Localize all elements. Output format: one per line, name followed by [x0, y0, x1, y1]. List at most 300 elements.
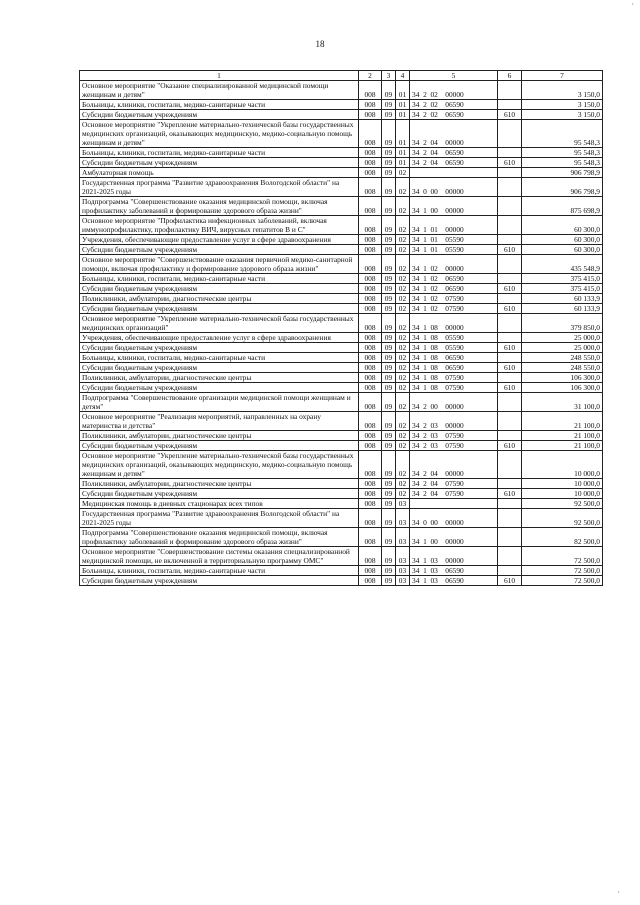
row-vr — [498, 168, 522, 178]
row-vr — [498, 393, 522, 412]
row-cs: 34 1 03 06590 — [410, 566, 498, 576]
row-rz: 09 — [382, 431, 396, 441]
row-name: Поликлиники, амбулатории, диагностические центры — [80, 479, 359, 489]
row-rz: 09 — [382, 168, 396, 178]
budget-table — [79, 70, 603, 586]
row-rz: 09 — [382, 216, 396, 235]
table-row — [80, 509, 603, 528]
row-vr — [498, 431, 522, 441]
row-name: Основное мероприятие "Укрепление материально-технической базы государственных медицинских организаций, оказывающих медицинскую, медико-социальную помощь женщинам и детям" — [80, 120, 359, 148]
row-sum: 82 500,0 — [522, 528, 603, 547]
row-name: Медицинская помощь в дневных стационарах всех типов — [80, 499, 359, 509]
corner-mark: · — [631, 0, 634, 9]
row-name: Основное мероприятие "Укрепление материально-технической базы государственных медицинских организаций" — [80, 314, 359, 333]
row-rz: 09 — [382, 576, 396, 586]
row-rz: 09 — [382, 158, 396, 168]
row-name: Субсидии бюджетным учреждениям — [80, 383, 359, 393]
row-pr: 02 — [396, 363, 410, 373]
row-pr: 01 — [396, 148, 410, 158]
row-pr: 02 — [396, 393, 410, 412]
row-pr: 03 — [396, 499, 410, 509]
row-rz: 09 — [382, 255, 396, 274]
row-pr: 02 — [396, 168, 410, 178]
row-gr: 008 — [359, 216, 382, 235]
row-gr: 008 — [359, 499, 382, 509]
row-vr: 610 — [498, 489, 522, 499]
row-sum: 906 798,9 — [522, 178, 603, 197]
row-cs: 34 2 03 00000 — [410, 412, 498, 431]
row-sum: 21 100,0 — [522, 412, 603, 431]
row-vr: 610 — [498, 441, 522, 451]
table-row — [80, 353, 603, 363]
row-cs: 34 2 02 00000 — [410, 81, 498, 100]
row-name: Государственная программа "Развитие здравоохранения Вологодской области" на 2021-2025 годы — [80, 178, 359, 197]
row-rz: 09 — [382, 304, 396, 314]
row-cs: 34 2 04 07590 — [410, 479, 498, 489]
row-vr: 610 — [498, 110, 522, 120]
header-cell-gr: 2 — [359, 71, 382, 81]
row-sum: 60 300,0 — [522, 216, 603, 235]
table-row — [80, 333, 603, 343]
row-name: Субсидии бюджетным учреждениям — [80, 576, 359, 586]
row-name: Субсидии бюджетным учреждениям — [80, 304, 359, 314]
row-gr: 008 — [359, 274, 382, 284]
table-row — [80, 393, 603, 412]
row-rz: 09 — [382, 489, 396, 499]
row-vr — [498, 509, 522, 528]
row-name: Основное мероприятие "Совершенствование системы оказания специализированной медицинской помощи, не включенной в территориальную программу ОМС" — [80, 547, 359, 566]
row-vr — [498, 294, 522, 304]
header-cell-sum: 7 — [522, 71, 603, 81]
header-cell-cs: 5 — [410, 71, 498, 81]
row-name: Подпрограмма "Совершенствование оказания медицинской помощи, включая профилактику заболеваний и формирование здорового образа жизни" — [80, 528, 359, 547]
row-name: Государственная программа "Развитие здравоохранения Вологодской области" на 2021-2025 годы — [80, 509, 359, 528]
row-rz: 09 — [382, 479, 396, 489]
row-rz: 09 — [382, 393, 396, 412]
row-sum: 3 150,0 — [522, 100, 603, 110]
row-pr: 03 — [396, 528, 410, 547]
row-name: Основное мероприятие "Реализация мероприятий, направленных на охрану материнства и детства" — [80, 412, 359, 431]
row-gr: 008 — [359, 383, 382, 393]
table-row — [80, 120, 603, 148]
row-rz: 09 — [382, 343, 396, 353]
row-sum: 72 500,0 — [522, 547, 603, 566]
row-name: Больницы, клиники, госпитали, медико-санитарные части — [80, 100, 359, 110]
row-vr — [498, 333, 522, 343]
row-pr: 02 — [396, 373, 410, 383]
header-cell-name: 1 — [80, 71, 359, 81]
row-sum: 435 548,9 — [522, 255, 603, 274]
row-name: Учреждения, обеспечивающие предоставление услуг в сфере здравоохранения — [80, 333, 359, 343]
row-sum: 10 000,0 — [522, 489, 603, 499]
row-name: Основное мероприятие "Профилактика инфекционных заболеваний, включая иммунопрофилактику, профилактику ВИЧ, вирусных гепатитов В и С" — [80, 216, 359, 235]
row-name: Субсидии бюджетным учреждениям — [80, 284, 359, 294]
row-sum: 3 150,0 — [522, 110, 603, 120]
row-sum: 21 100,0 — [522, 441, 603, 451]
row-vr — [498, 451, 522, 479]
row-rz: 09 — [382, 566, 396, 576]
row-rz: 09 — [382, 294, 396, 304]
row-cs: 34 1 08 00000 — [410, 314, 498, 333]
row-cs: 34 2 00 00000 — [410, 393, 498, 412]
row-cs: 34 1 02 07590 — [410, 294, 498, 304]
row-pr: 03 — [396, 576, 410, 586]
row-rz: 09 — [382, 509, 396, 528]
row-sum: 379 850,0 — [522, 314, 603, 333]
row-pr: 02 — [396, 333, 410, 343]
table-body — [80, 81, 603, 586]
row-name: Больницы, клиники, госпитали, медико-санитарные части — [80, 353, 359, 363]
row-gr: 008 — [359, 178, 382, 197]
row-name: Субсидии бюджетным учреждениям — [80, 363, 359, 373]
row-sum: 248 550,0 — [522, 363, 603, 373]
table-row — [80, 148, 603, 158]
row-sum: 95 548,3 — [522, 158, 603, 168]
row-sum: 906 798,9 — [522, 168, 603, 178]
row-rz: 09 — [382, 412, 396, 431]
row-gr: 008 — [359, 343, 382, 353]
row-name: Субсидии бюджетным учреждениям — [80, 441, 359, 451]
row-gr: 008 — [359, 314, 382, 333]
row-vr — [498, 274, 522, 284]
row-pr: 03 — [396, 547, 410, 566]
row-cs: 34 0 00 00000 — [410, 178, 498, 197]
table-row — [80, 100, 603, 110]
row-pr: 02 — [396, 314, 410, 333]
row-rz: 09 — [382, 197, 396, 216]
row-rz: 09 — [382, 353, 396, 363]
table-row — [80, 499, 603, 509]
table-row — [80, 547, 603, 566]
row-vr — [498, 547, 522, 566]
row-pr: 01 — [396, 110, 410, 120]
row-name: Поликлиники, амбулатории, диагностические центры — [80, 294, 359, 304]
row-vr: 610 — [498, 343, 522, 353]
row-sum: 25 000,0 — [522, 333, 603, 343]
row-pr: 02 — [396, 353, 410, 363]
bottom-mark: · — [617, 888, 620, 897]
row-name: Субсидии бюджетным учреждениям — [80, 158, 359, 168]
row-gr: 008 — [359, 245, 382, 255]
row-rz: 09 — [382, 363, 396, 373]
row-sum: 10 000,0 — [522, 451, 603, 479]
row-rz: 09 — [382, 547, 396, 566]
row-sum: 21 100,0 — [522, 431, 603, 441]
row-cs: 34 1 03 00000 — [410, 547, 498, 566]
row-cs — [410, 168, 498, 178]
row-cs: 34 1 02 00000 — [410, 255, 498, 274]
row-pr: 01 — [396, 120, 410, 148]
row-rz: 09 — [382, 333, 396, 343]
row-pr: 02 — [396, 245, 410, 255]
row-pr: 02 — [396, 431, 410, 441]
row-vr: 610 — [498, 158, 522, 168]
table-row — [80, 383, 603, 393]
row-rz: 09 — [382, 441, 396, 451]
row-rz: 09 — [382, 373, 396, 383]
row-vr — [498, 216, 522, 235]
row-rz: 09 — [382, 499, 396, 509]
row-cs: 34 1 08 06590 — [410, 353, 498, 363]
row-name: Субсидии бюджетным учреждениям — [80, 110, 359, 120]
row-sum: 95 548,3 — [522, 148, 603, 158]
row-vr — [498, 100, 522, 110]
row-name: Основное мероприятие "Укрепление материально-технической базы государственных медицинских организаций, оказывающих медицинскую, медико-социальную помощь женщинам и детям" — [80, 451, 359, 479]
row-gr: 008 — [359, 509, 382, 528]
row-gr: 008 — [359, 441, 382, 451]
row-cs: 34 2 04 07590 — [410, 489, 498, 499]
row-pr: 02 — [396, 412, 410, 431]
table-row — [80, 412, 603, 431]
row-name: Поликлиники, амбулатории, диагностические центры — [80, 431, 359, 441]
row-sum: 60 133,9 — [522, 304, 603, 314]
row-name: Подпрограмма "Совершенствование организации медицинской помощи женщинам и детям" — [80, 393, 359, 412]
row-pr: 02 — [396, 284, 410, 294]
table-row — [80, 451, 603, 479]
row-gr: 008 — [359, 479, 382, 489]
row-pr: 02 — [396, 255, 410, 274]
row-vr: 610 — [498, 363, 522, 373]
row-gr: 008 — [359, 235, 382, 245]
row-gr: 008 — [359, 110, 382, 120]
row-cs: 34 0 00 00000 — [410, 509, 498, 528]
row-cs: 34 2 04 00000 — [410, 120, 498, 148]
row-cs: 34 1 08 05590 — [410, 343, 498, 353]
row-rz: 09 — [382, 110, 396, 120]
row-pr: 02 — [396, 489, 410, 499]
row-cs: 34 1 01 05590 — [410, 245, 498, 255]
row-gr: 008 — [359, 120, 382, 148]
row-vr: 610 — [498, 304, 522, 314]
table-row — [80, 576, 603, 586]
row-gr: 008 — [359, 489, 382, 499]
row-pr: 02 — [396, 343, 410, 353]
table-row — [80, 255, 603, 274]
row-rz: 09 — [382, 81, 396, 100]
row-vr — [498, 566, 522, 576]
row-vr — [498, 528, 522, 547]
row-vr — [498, 81, 522, 100]
row-vr — [498, 499, 522, 509]
table-row — [80, 168, 603, 178]
row-vr — [498, 479, 522, 489]
row-cs: 34 1 08 07590 — [410, 383, 498, 393]
table-row — [80, 110, 603, 120]
row-rz: 09 — [382, 528, 396, 547]
row-sum: 25 000,0 — [522, 343, 603, 353]
row-pr: 03 — [396, 566, 410, 576]
row-pr: 01 — [396, 158, 410, 168]
row-gr: 008 — [359, 197, 382, 216]
row-gr: 008 — [359, 100, 382, 110]
header-cell-rz: 3 — [382, 71, 396, 81]
row-sum: 375 415,0 — [522, 284, 603, 294]
row-vr: 610 — [498, 383, 522, 393]
row-cs: 34 1 08 05590 — [410, 333, 498, 343]
table-row — [80, 373, 603, 383]
row-sum: 95 548,3 — [522, 120, 603, 148]
row-vr: 610 — [498, 576, 522, 586]
row-cs: 34 1 02 06590 — [410, 274, 498, 284]
row-sum: 72 500,0 — [522, 576, 603, 586]
row-sum: 375 415,0 — [522, 274, 603, 284]
row-vr — [498, 314, 522, 333]
table-row — [80, 314, 603, 333]
table-row — [80, 294, 603, 304]
table-row — [80, 235, 603, 245]
row-cs: 34 1 08 06590 — [410, 363, 498, 373]
row-sum: 10 000,0 — [522, 479, 603, 489]
table-row — [80, 489, 603, 499]
row-name: Больницы, клиники, госпитали, медико-санитарные части — [80, 148, 359, 158]
row-sum: 60 300,0 — [522, 245, 603, 255]
row-gr: 008 — [359, 284, 382, 294]
row-gr: 008 — [359, 333, 382, 343]
row-gr: 008 — [359, 393, 382, 412]
row-gr: 008 — [359, 566, 382, 576]
row-pr: 02 — [396, 304, 410, 314]
row-pr: 02 — [396, 197, 410, 216]
row-sum: 106 300,0 — [522, 373, 603, 383]
row-name: Подпрограмма "Совершенствование оказания медицинской помощи, включая профилактику заболеваний и формирование здорового образа жизни" — [80, 197, 359, 216]
row-gr: 008 — [359, 255, 382, 274]
table-row — [80, 566, 603, 576]
table-row — [80, 284, 603, 294]
row-gr: 008 — [359, 158, 382, 168]
row-gr: 008 — [359, 363, 382, 373]
row-rz: 09 — [382, 235, 396, 245]
row-name: Поликлиники, амбулатории, диагностические центры — [80, 373, 359, 383]
row-name: Субсидии бюджетным учреждениям — [80, 489, 359, 499]
row-name: Учреждения, обеспечивающие предоставление услуг в сфере здравоохранения — [80, 235, 359, 245]
table-row — [80, 528, 603, 547]
row-sum: 248 550,0 — [522, 353, 603, 363]
row-name: Субсидии бюджетным учреждениям — [80, 245, 359, 255]
row-rz: 09 — [382, 274, 396, 284]
row-gr: 008 — [359, 451, 382, 479]
row-cs: 34 2 03 07590 — [410, 441, 498, 451]
row-vr — [498, 255, 522, 274]
table-row — [80, 304, 603, 314]
row-gr: 008 — [359, 431, 382, 441]
row-rz: 09 — [382, 314, 396, 333]
row-cs: 34 2 04 06590 — [410, 148, 498, 158]
row-cs: 34 1 03 06590 — [410, 576, 498, 586]
row-gr: 008 — [359, 168, 382, 178]
row-vr — [498, 120, 522, 148]
page-number: 18 — [315, 39, 325, 49]
row-sum: 31 100,0 — [522, 393, 603, 412]
row-name: Амбулаторная помощь — [80, 168, 359, 178]
row-pr: 02 — [396, 216, 410, 235]
row-rz: 09 — [382, 383, 396, 393]
row-cs: 34 1 00 00000 — [410, 197, 498, 216]
table-row — [80, 431, 603, 441]
row-gr: 008 — [359, 412, 382, 431]
row-rz: 09 — [382, 245, 396, 255]
row-vr — [498, 235, 522, 245]
row-vr — [498, 412, 522, 431]
row-gr: 008 — [359, 81, 382, 100]
row-sum: 875 698,9 — [522, 197, 603, 216]
row-cs: 34 1 08 07590 — [410, 373, 498, 383]
row-gr: 008 — [359, 373, 382, 383]
table-row — [80, 343, 603, 353]
row-pr: 02 — [396, 383, 410, 393]
table-row — [80, 178, 603, 197]
row-name: Основное мероприятие "Оказание специализированной медицинской помощи женщинам и детям" — [80, 81, 359, 100]
row-cs: 34 2 03 07590 — [410, 431, 498, 441]
row-name: Основное мероприятие "Совершенствование оказания первичной медико-санитарной помощи, включая профилактику и формирование здорового образа жизни" — [80, 255, 359, 274]
row-rz: 09 — [382, 451, 396, 479]
row-cs: 34 1 00 00000 — [410, 528, 498, 547]
row-name: Больницы, клиники, госпитали, медико-санитарные части — [80, 566, 359, 576]
row-rz: 09 — [382, 120, 396, 148]
table-row — [80, 363, 603, 373]
row-gr: 008 — [359, 576, 382, 586]
row-pr: 02 — [396, 178, 410, 197]
row-vr: 610 — [498, 284, 522, 294]
row-cs: 34 2 04 00000 — [410, 451, 498, 479]
table-row — [80, 197, 603, 216]
row-vr — [498, 197, 522, 216]
row-pr: 02 — [396, 451, 410, 479]
row-cs: 34 1 01 00000 — [410, 216, 498, 235]
header-row — [80, 71, 603, 81]
row-gr: 008 — [359, 148, 382, 158]
row-cs: 34 2 04 06590 — [410, 158, 498, 168]
row-gr: 008 — [359, 294, 382, 304]
table-row — [80, 81, 603, 100]
row-vr — [498, 353, 522, 363]
row-cs: 34 1 01 05590 — [410, 235, 498, 245]
row-vr: 610 — [498, 245, 522, 255]
table-row — [80, 158, 603, 168]
table-row — [80, 216, 603, 235]
row-gr: 008 — [359, 528, 382, 547]
row-name: Субсидии бюджетным учреждениям — [80, 343, 359, 353]
row-sum: 92 500,0 — [522, 499, 603, 509]
row-cs: 34 1 02 06590 — [410, 284, 498, 294]
row-gr: 008 — [359, 353, 382, 363]
row-sum: 72 500,0 — [522, 566, 603, 576]
row-cs: 34 2 02 06590 — [410, 100, 498, 110]
row-gr: 008 — [359, 304, 382, 314]
row-vr — [498, 148, 522, 158]
header-cell-pr: 4 — [396, 71, 410, 81]
row-sum: 106 300,0 — [522, 383, 603, 393]
row-sum: 3 150,0 — [522, 81, 603, 100]
row-gr: 008 — [359, 547, 382, 566]
row-rz: 09 — [382, 100, 396, 110]
row-cs: 34 2 02 06590 — [410, 110, 498, 120]
row-pr: 02 — [396, 274, 410, 284]
row-sum: 92 500,0 — [522, 509, 603, 528]
row-rz: 09 — [382, 148, 396, 158]
row-pr: 02 — [396, 479, 410, 489]
table-row — [80, 245, 603, 255]
row-rz: 09 — [382, 284, 396, 294]
row-rz: 09 — [382, 178, 396, 197]
header-cell-vr: 6 — [498, 71, 522, 81]
row-pr: 01 — [396, 100, 410, 110]
table-row — [80, 441, 603, 451]
row-cs: 34 1 02 07590 — [410, 304, 498, 314]
table-row — [80, 479, 603, 489]
row-vr — [498, 373, 522, 383]
row-name: Больницы, клиники, госпитали, медико-санитарные части — [80, 274, 359, 284]
table-row — [80, 274, 603, 284]
